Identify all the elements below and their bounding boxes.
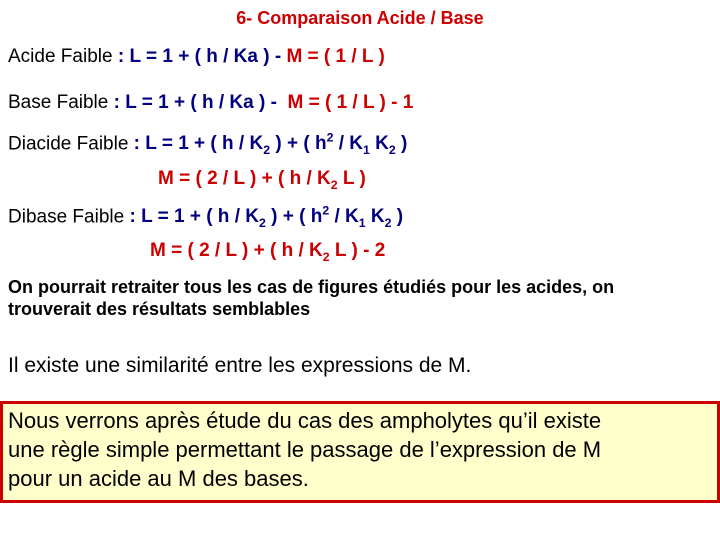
diacide-line [8, 131, 407, 157]
diacide-L: : L = 1 + ( h / $K_2$ ) + ( $h^2 / K_1$ $K_2$ ) [128, 131, 408, 158]
box-line-1: Nous verrons après étude du cas des ampholytes qu’il existe [8, 408, 602, 433]
box-line-3: pour un acide au M des bases. [8, 466, 309, 491]
base-faible-line [8, 92, 413, 114]
base-faible-label: Base Faible [8, 92, 109, 113]
paragraph-line-2: trouverait des résultats semblables [8, 299, 311, 319]
dibase-label: Dibase Faible [8, 206, 125, 228]
similarity-statement: Il existe une similarité entre les expressions de M. [8, 354, 472, 377]
dibase-line [8, 204, 403, 230]
base-faible-M: M = ( 1 / L ) - 1 [287, 92, 414, 113]
acide-faible-line [8, 46, 385, 68]
acide-faible-L: L = 1 + ( h / Ka ) [129, 46, 270, 67]
box-line-2: une règle simple permettant le passage de l’expression de M [8, 437, 602, 462]
slide-title: 6- Comparaison Acide / Base [236, 8, 484, 28]
diacide-label: Diacide Faible [8, 133, 129, 155]
acide-faible-label: Acide Faible [8, 46, 113, 67]
dibase-M: M = ( 2 / L ) + ( h / $K_2$ L ) - 2 [150, 240, 386, 264]
separator: : [112, 46, 130, 67]
diacide-M: M = ( 2 / L ) + ( h / $K_2$ L ) [158, 168, 366, 192]
highlight-box-text [8, 406, 714, 493]
dibase-L: : L = 1 + ( h / $K_2$ ) + ( $h^2 / K_1$ $K_2$ ) [124, 204, 404, 231]
base-faible-L: L = 1 + ( h / Ka ) - [125, 92, 277, 113]
acide-faible-M: M = ( 1 / L ) [286, 46, 385, 67]
separator: : [108, 92, 126, 113]
dash: - [269, 46, 287, 67]
paragraph-line-1: On pourrait retraiter tous les cas de figures étudiés pour les acides, on [8, 277, 615, 297]
